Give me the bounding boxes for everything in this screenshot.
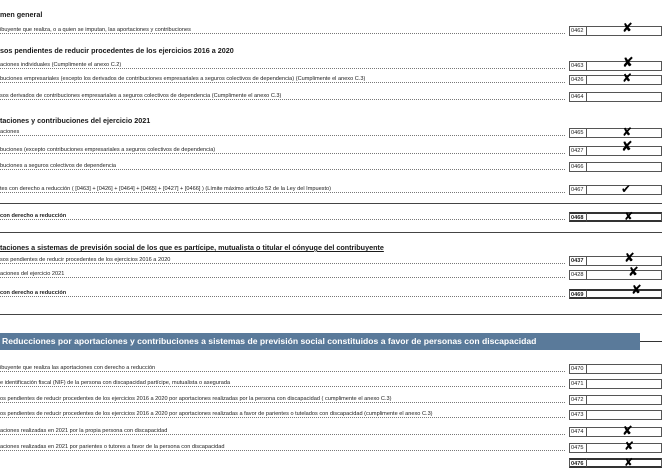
row-label: ibuyente que realiza las aportaciones con derecho a reducción: [0, 365, 156, 371]
value-field[interactable]: [587, 395, 662, 405]
leader-dots: [0, 417, 565, 418]
handwritten-x-mark: ✘: [622, 55, 634, 71]
leader-dots: [0, 192, 565, 193]
row-label: aciones del ejercicio 2021: [0, 271, 65, 277]
row-label: os pendientes de reducir procedentes de los ejercicios 2016 a 2020 por aportaciones realizadas por la persona con discapacidad ( cumplimente el anexo C.3): [0, 396, 392, 402]
box-code: 0473: [569, 410, 587, 420]
leader-dots: [0, 219, 565, 220]
leader-dots: [0, 450, 565, 451]
handwritten-x-mark: ✘: [622, 424, 633, 439]
section-rule: [0, 203, 662, 204]
row-label: aciones realizadas en 2021 por la propia persona con discapacidad: [0, 428, 168, 434]
section-title-resumen: men general: [0, 10, 43, 19]
row-label: aciones individuales (Cumplimente el anexo C.2): [0, 62, 122, 68]
form-row-0464: [0, 92, 662, 102]
banner-rule: [640, 341, 662, 342]
leader-dots: [0, 99, 565, 100]
box-code: 0463: [569, 61, 587, 71]
row-label: con derecho a reducción: [0, 213, 67, 219]
row-label: ibuyente que realiza, o a quien se imputan, las aportaciones y contribuciones: [0, 27, 191, 33]
box-code: 0437: [569, 256, 587, 266]
leader-dots: [0, 402, 565, 403]
box-code: 0426: [569, 75, 587, 85]
row-label: tes con derecho a reducción ( [0463] + [0426] + [0464] + [0465] + [0427] + [0466] ) (Límite máximo artículo 52 de la Ley del Impuesto): [0, 186, 332, 192]
box-code: 0469: [569, 289, 587, 299]
handwritten-x-mark: ✘: [621, 139, 633, 155]
leader-dots: [0, 68, 565, 69]
box-code: 0464: [569, 92, 587, 102]
row-label: sos derivados de contribuciones empresariales a seguros colectivos de dependencia (Cumplimente el anexo C.3): [0, 93, 282, 99]
section-rule: [0, 232, 662, 233]
value-field[interactable]: [587, 162, 662, 172]
value-field[interactable]: [587, 379, 662, 389]
box-code: 0470: [569, 364, 587, 374]
form-row-0467: [0, 182, 662, 196]
form-row-0468: [0, 212, 662, 222]
leader-dots: [0, 33, 565, 34]
form-row-0474: [0, 424, 662, 439]
row-label: e identificación fiscal (NIF) de la persona con discapacidad partícipe, mutualista o asegurada: [0, 380, 231, 386]
box-code: 0472: [569, 395, 587, 405]
box-code: 0471: [569, 379, 587, 389]
row-label: buciones a seguros colectivos de dependencia: [0, 163, 116, 169]
form-row-0473: [0, 410, 662, 420]
leader-dots: [0, 296, 565, 297]
form-row-0470: [0, 364, 662, 374]
box-code: 0475: [569, 443, 587, 453]
box-code: 0476: [569, 458, 587, 468]
form-row-0462: [0, 21, 662, 36]
handwritten-check-mark: ✔: [621, 182, 632, 196]
value-field[interactable]: [587, 289, 662, 299]
leader-dots: [0, 277, 565, 278]
box-code: 0468: [569, 212, 587, 222]
handwritten-x-mark: ✘: [624, 251, 635, 266]
row-label: aciones: [0, 129, 20, 135]
section-title-conyuge: taciones a sistemas de previsión social de los que es partícipe, mutualista o titular el cónyuge del contribuyente: [0, 243, 384, 252]
value-field[interactable]: [587, 92, 662, 102]
handwritten-x-mark: ✘: [622, 125, 633, 139]
form-row-0471: [0, 379, 662, 389]
form-row-0475: [0, 439, 662, 453]
handwritten-x-mark: ✘: [624, 456, 634, 469]
box-code: 0474: [569, 427, 587, 437]
form-row-0427: [0, 139, 662, 156]
leader-dots: [0, 169, 565, 170]
box-code: 0465: [569, 128, 587, 138]
form-row-0466: [0, 162, 662, 172]
handwritten-x-mark: ✘: [628, 265, 639, 280]
form-row-0472: [0, 395, 662, 405]
form-row-0463: [0, 55, 662, 71]
value-field[interactable]: [587, 364, 662, 374]
box-code: 0428: [569, 270, 587, 280]
row-label: aciones realizadas en 2021 por parientes o tutores a favor de la persona con discapacidad: [0, 444, 225, 450]
box-code: 0427: [569, 146, 587, 156]
leader-dots: [0, 135, 565, 136]
handwritten-x-mark: ✘: [631, 283, 642, 298]
row-label: os pendientes de reducir procedentes de los ejercicios 2016 a 2020 por aportaciones realizadas a favor de parientes o tutelados con discapacidad (cumplimente el anexo C.3): [0, 411, 433, 417]
section-rule: [0, 314, 662, 315]
handwritten-x-mark: ✘: [624, 439, 635, 453]
box-code: 0462: [569, 26, 587, 36]
section-banner-discapacidad: Reducciones por aportaciones y contribuciones a sistemas de previsión social constituidos a favor de personas con discapacidad: [0, 333, 640, 350]
leader-dots: [0, 371, 565, 372]
handwritten-x-mark: ✘: [622, 21, 633, 36]
form-row-0465: [0, 125, 662, 139]
leader-dots: [0, 82, 565, 83]
handwritten-x-mark: ✘: [622, 71, 633, 85]
leader-dots: [0, 153, 565, 154]
row-label: sos pendientes de reducir procedentes de los ejercicios 2016 a 2020: [0, 257, 171, 263]
row-label: buciones (excepto contribuciones empresariales a seguros colectivos de dependencia): [0, 147, 216, 153]
form-row-0428: [0, 265, 662, 280]
leader-dots: [0, 434, 565, 435]
row-label: con derecho a reducción: [0, 290, 67, 296]
form-row-0476: [0, 458, 662, 468]
section-title-excesos: sos pendientes de reducir procedentes de los ejercicios 2016 a 2020: [0, 46, 234, 55]
box-code: 0466: [569, 162, 587, 172]
section-title-aportaciones-2021: taciones y contribuciones del ejercicio 2021: [0, 116, 151, 125]
form-row-0426: [0, 71, 662, 85]
leader-dots: [0, 263, 565, 264]
form-row-0437: [0, 251, 662, 266]
value-field[interactable]: [587, 410, 662, 420]
box-code: 0467: [569, 185, 587, 195]
leader-dots: [0, 386, 565, 387]
value-field[interactable]: [587, 270, 662, 280]
form-row-0469: [0, 283, 662, 299]
row-label: buciones empresariales (excepto los derivados de contribuciones empresariales a seguros colectivos de dependencia) (Cumplimente el anexo C.3): [0, 76, 366, 82]
handwritten-x-mark: ✘: [624, 210, 634, 223]
